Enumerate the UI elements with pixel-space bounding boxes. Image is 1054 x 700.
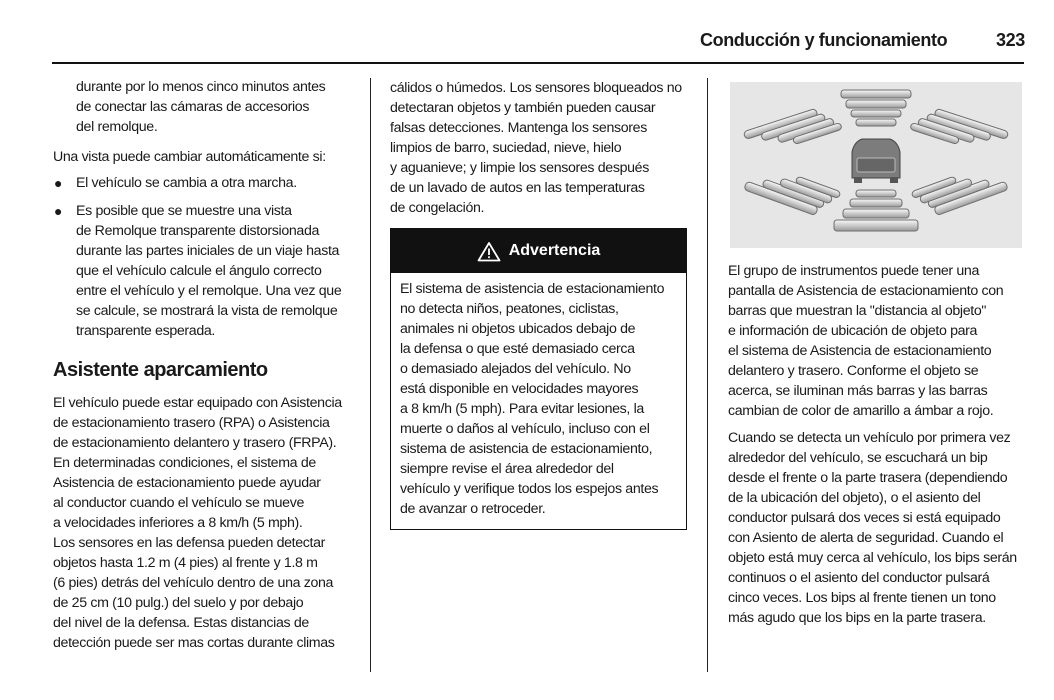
text-line: siempre revise el área alrededor del: [400, 461, 614, 477]
page-number: 323: [996, 30, 1025, 50]
text-line: cinco veces. Los bips al frente tienen un tono: [728, 590, 996, 606]
text-line: durante las partes iniciales de un viaje hasta: [76, 243, 340, 259]
text-line: que el vehículo calcule el ángulo correcto: [76, 263, 322, 279]
text-line: El vehículo se cambia a otra marcha.: [76, 175, 297, 191]
text-line: El grupo de instrumentos puede tener una: [728, 263, 980, 279]
text-line: El vehículo puede estar equipado con Asistencia: [53, 395, 342, 411]
text-line: de congelación.: [390, 200, 485, 216]
text-line: alrededor del vehículo, se escuchará un bip: [728, 450, 988, 466]
text-line: de estacionamiento delantero y trasero (FRPA).: [53, 435, 337, 451]
intro-paragraph: [76, 77, 325, 137]
text-line: continuos o el asiento del conductor pulsará: [728, 570, 990, 586]
warning-text: [400, 279, 664, 519]
text-line: de estacionamiento trasero (RPA) o Asistencia: [53, 415, 330, 431]
text-line: conductor pulsará dos veces si está equipado: [728, 510, 1001, 526]
text-line: de avanzar o retroceder.: [400, 501, 546, 517]
text-line: de 25 cm (10 pulg.) del suelo y por debajo: [53, 595, 304, 611]
text-line: a velocidades inferiores a 8 km/h (5 mph).: [53, 515, 303, 531]
text-line: del nivel de la defensa. Estas distancias de: [53, 615, 309, 631]
text-line: el sistema de Asistencia de estacionamiento: [728, 343, 992, 359]
column-divider: [707, 78, 708, 672]
text-line: de conectar las cámaras de accesorios: [76, 99, 310, 115]
text-line: entre el vehículo y el remolque. Una vez que: [76, 283, 342, 299]
text-line: limpios de barro, suciedad, nieve, hielo: [390, 140, 622, 156]
text-line: En determinadas condiciones, el sistema de: [53, 455, 316, 471]
lead-line: Una vista puede cambiar automáticamente si:: [53, 149, 326, 165]
text-line: (6 pies) detrás del vehículo dentro de una zona: [53, 575, 334, 591]
section-title: Conducción y funcionamiento: [700, 30, 948, 50]
text-line: más agudo que los bips en la parte trasera.: [728, 610, 986, 626]
text-line: Los sensores en las defensa pueden detectar: [53, 535, 326, 551]
text-line: con Asiento de alerta de seguridad. Cuando el: [728, 530, 1004, 546]
text-line: transparente esperada.: [76, 323, 216, 339]
text-line: animales ni objetos ubicados debajo de: [400, 321, 636, 337]
text-line: e información de ubicación de objeto para: [728, 323, 978, 339]
header-rule: [52, 62, 1024, 64]
bullet-icon: ●: [54, 175, 63, 191]
text-line: no detecta niños, peatones, ciclistas,: [400, 301, 619, 317]
text-line: objetos hasta 1.2 m (4 pies) al frente y 1.8 m: [53, 555, 318, 571]
text-line: objeto está muy cerca al vehículo, los bips serán: [728, 550, 1017, 566]
bullet-item: [54, 173, 297, 193]
text-line: cambian de color de amarillo a ámbar a rojo.: [728, 403, 994, 419]
warning-title: Advertencia: [508, 242, 601, 259]
text-line: durante por lo menos cinco minutos antes: [76, 79, 326, 95]
warning-triangle-icon: [477, 241, 501, 262]
bullet-item: [54, 201, 342, 341]
text-line: del remolque.: [76, 119, 158, 135]
text-line: se calcule, se mostrará la vista de remolque: [76, 303, 338, 319]
text-line: delantero y trasero. Conforme el objeto se: [728, 363, 979, 379]
text-line: de un lavado de autos en las temperaturas: [390, 180, 645, 196]
text-line: falsas detecciones. Mantenga los sensores: [390, 120, 647, 136]
text-line: Asistencia de estacionamiento puede ayudar: [53, 475, 321, 491]
text-line: desde el frente o la parte trasera (dependiendo: [728, 470, 1008, 486]
text-line: la defensa o que esté demasiado cerca: [400, 341, 635, 357]
body-paragraph: [728, 261, 1003, 421]
text-line: o demasiado alejados del vehículo. No: [400, 361, 631, 377]
body-paragraph: [728, 428, 1017, 628]
car-icon: [852, 139, 900, 183]
warning-header: [391, 229, 686, 273]
text-line: de Remolque transparente distorsionada: [76, 223, 320, 239]
text-line: está disponible en velocidades mayores: [400, 381, 639, 397]
column-divider: [370, 78, 371, 672]
bullet-icon: ●: [54, 203, 63, 219]
text-line: sistema de asistencia de estacionamiento,: [400, 441, 653, 457]
lead-text: [53, 147, 326, 167]
text-line: acerca, se iluminan más barras y las barras: [728, 383, 988, 399]
text-line: Cuando se detecta un vehículo por primera vez: [728, 430, 1011, 446]
parking-assist-bars-illustration: [730, 82, 1022, 248]
text-line: cálidos o húmedos. Los sensores bloqueados no: [390, 80, 682, 96]
text-line: muerte o daños al vehículo, incluso con el: [400, 421, 650, 437]
text-line: a 8 km/h (5 mph). Para evitar lesiones, la: [400, 401, 644, 417]
text-line: de la ubicación del objeto), o el asiento del: [728, 490, 981, 506]
text-line: detectaran objetos y también pueden causar: [390, 100, 656, 116]
text-line: detección puede ser mas cortas durante climas: [53, 635, 335, 651]
text-line: pantalla de Asistencia de estacionamiento con: [728, 283, 1004, 299]
body-paragraph: [390, 78, 682, 218]
text-line: Es posible que se muestre una vista: [76, 203, 292, 219]
parking-assist-display-figure: [730, 82, 1022, 248]
text-line: al conductor cuando el vehículo se mueve: [53, 495, 304, 511]
text-line: barras que muestran la "distancia al objeto": [728, 303, 987, 319]
text-line: vehículo y verifique todos los espejos antes: [400, 481, 659, 497]
text-line: y aguanieve; y limpie los sensores después: [390, 160, 649, 176]
body-paragraph: [53, 393, 342, 653]
section-heading: Asistente aparcamiento: [53, 359, 268, 381]
text-line: El sistema de asistencia de estacionamiento: [400, 281, 665, 297]
